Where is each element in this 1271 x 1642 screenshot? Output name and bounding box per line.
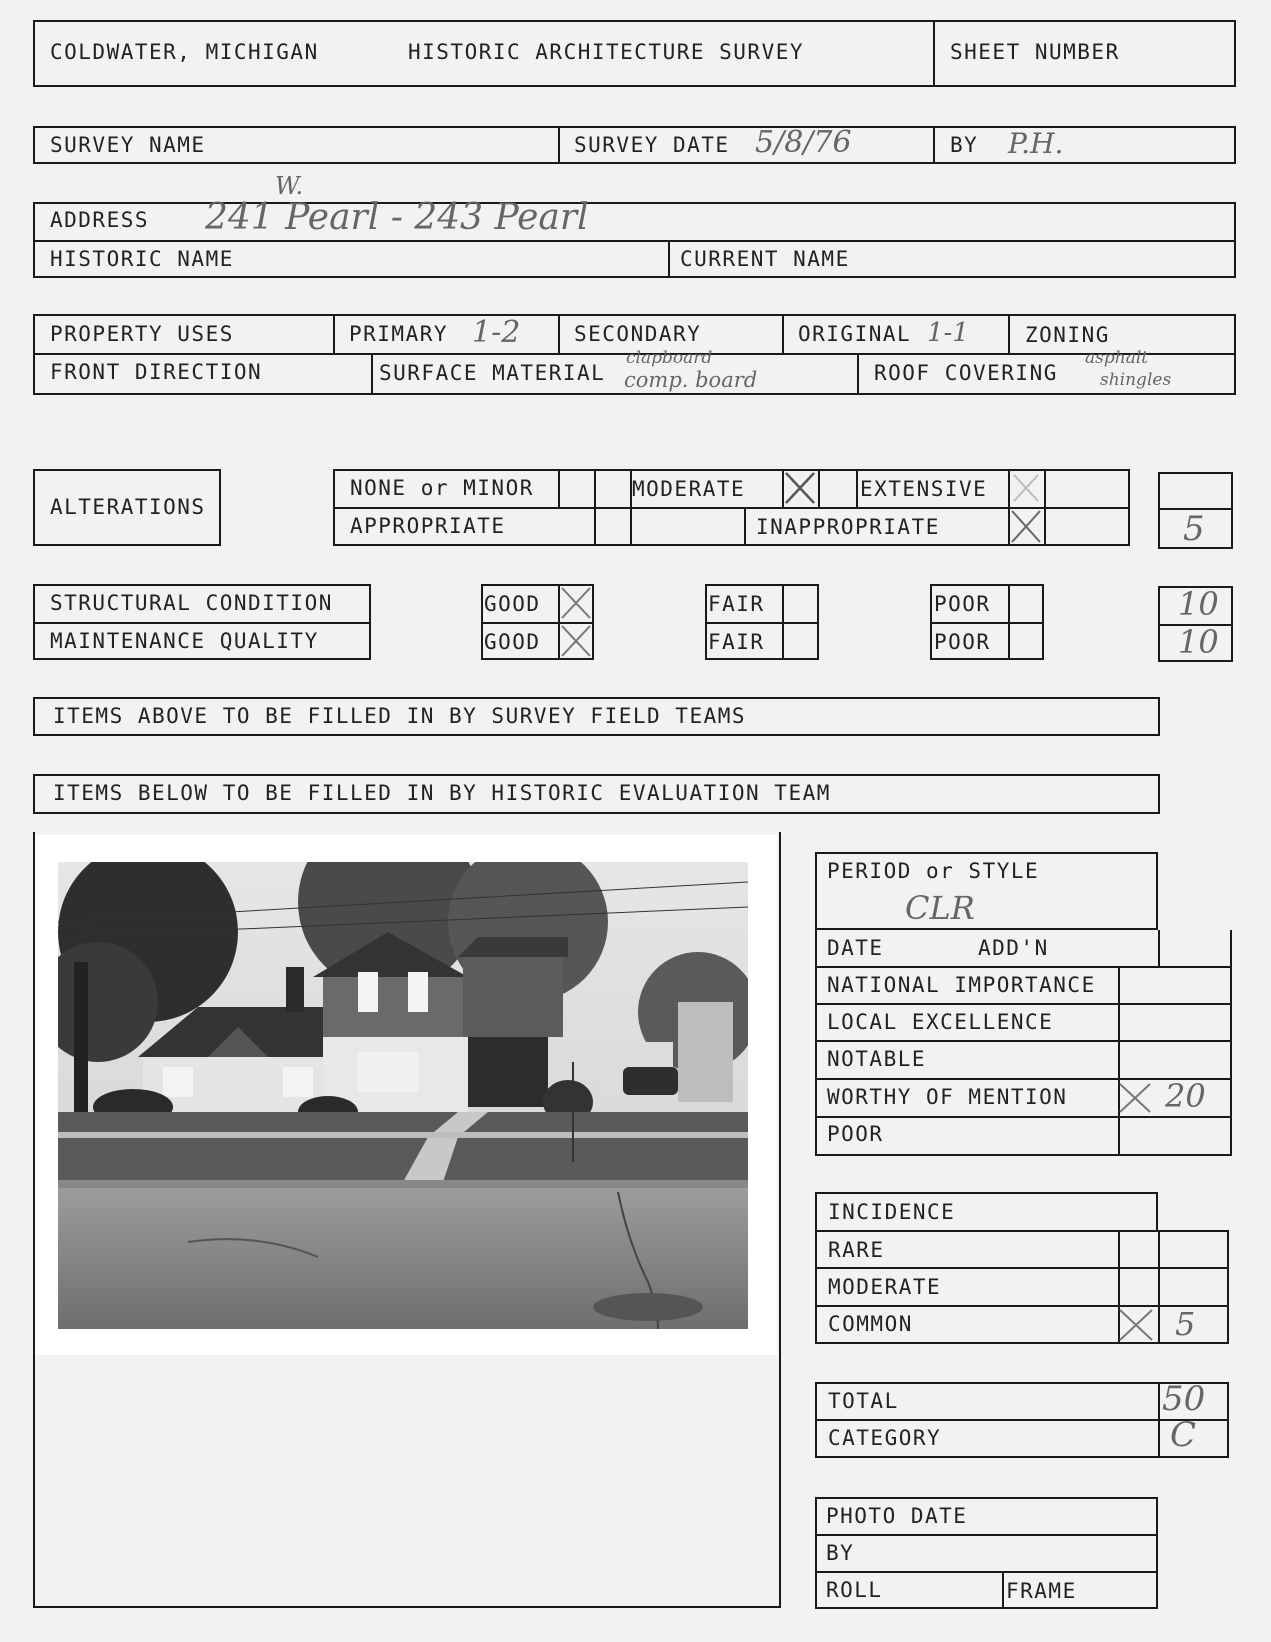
address-value: 241 Pearl - 243 Pearl bbox=[205, 197, 589, 238]
roll-label: ROLL bbox=[826, 1578, 883, 1602]
structural-condition-label: STRUCTURAL CONDITION bbox=[50, 591, 333, 615]
address-divider-h bbox=[33, 240, 1236, 242]
eval-poor-label: POOR bbox=[827, 1122, 884, 1146]
alterations-div-6 bbox=[856, 469, 858, 507]
poor-divider-h bbox=[930, 622, 1044, 624]
fair-divider-v bbox=[782, 584, 784, 660]
poor-divider-v bbox=[1008, 584, 1010, 660]
alterations-score: 5 bbox=[1183, 509, 1205, 549]
primary-label: PRIMARY bbox=[349, 322, 449, 346]
evaluation-left-top bbox=[815, 930, 817, 968]
zoning-label: ZONING bbox=[1025, 323, 1110, 347]
eval-addn-label: ADD'N bbox=[978, 936, 1049, 960]
totals-divider-v bbox=[1158, 1382, 1160, 1458]
structural-score: 10 bbox=[1178, 585, 1219, 623]
survey-divider-1 bbox=[558, 126, 560, 164]
condition-label-divider bbox=[33, 622, 371, 624]
worthy-score: 20 bbox=[1165, 1077, 1206, 1115]
original-label: ORIGINAL bbox=[798, 322, 912, 346]
alterations-div-9 bbox=[744, 507, 746, 546]
extensive-label: EXTENSIVE bbox=[860, 477, 988, 501]
fair-label-structural: FAIR bbox=[708, 592, 765, 616]
property-divider-2 bbox=[558, 314, 560, 353]
house-photo-icon bbox=[58, 862, 748, 1329]
city-label: COLDWATER, MICHIGAN bbox=[50, 40, 319, 64]
moderate-label: MODERATE bbox=[632, 477, 746, 501]
historic-name-label: HISTORIC NAME bbox=[50, 247, 234, 271]
front-direction-label: FRONT DIRECTION bbox=[50, 360, 263, 384]
sheet-number-label: SHEET NUMBER bbox=[950, 40, 1120, 64]
good-label-maintenance: GOOD bbox=[484, 630, 541, 654]
common-score: 5 bbox=[1175, 1305, 1196, 1343]
moderate-checkmark-icon bbox=[782, 469, 818, 507]
alterations-div-2 bbox=[594, 469, 596, 546]
inappropriate-checkmark-icon bbox=[1008, 507, 1044, 546]
header-divider bbox=[933, 20, 935, 87]
category-label: CATEGORY bbox=[828, 1426, 942, 1450]
roof-covering-label: ROOF COVERING bbox=[874, 361, 1058, 385]
incidence-col-2 bbox=[1158, 1230, 1160, 1344]
frame-label: FRAME bbox=[1006, 1579, 1077, 1603]
category-value: C bbox=[1170, 1415, 1197, 1455]
extensive-checkmark-icon bbox=[1008, 469, 1044, 507]
evaluation-col-1 bbox=[1118, 966, 1120, 1156]
address-label: ADDRESS bbox=[50, 208, 150, 232]
period-style-value: CLR bbox=[905, 889, 975, 927]
evaluation-row-1 bbox=[815, 966, 1232, 968]
original-value: 1-1 bbox=[927, 318, 969, 348]
worthy-of-mention-label: WORTHY OF MENTION bbox=[827, 1085, 1068, 1109]
survey-date-label: SURVEY DATE bbox=[574, 133, 730, 157]
survey-by-label: BY bbox=[950, 133, 979, 157]
good-label-structural: GOOD bbox=[484, 592, 541, 616]
roof-value-1: asphalt bbox=[1085, 348, 1149, 368]
secondary-label: SECONDARY bbox=[574, 322, 702, 346]
roof-value-2: shingles bbox=[1100, 370, 1172, 390]
property-divider-4 bbox=[1008, 314, 1010, 353]
maintenance-score: 10 bbox=[1178, 623, 1219, 661]
address-divider-v bbox=[668, 240, 670, 278]
total-label: TOTAL bbox=[828, 1389, 899, 1413]
incidence-row-2 bbox=[815, 1305, 1229, 1307]
incidence-label: INCIDENCE bbox=[828, 1200, 956, 1224]
notable-label: NOTABLE bbox=[827, 1047, 927, 1071]
alterations-label: ALTERATIONS bbox=[50, 495, 206, 519]
surface-material-label: SURFACE MATERIAL bbox=[379, 361, 606, 385]
photo-info-row-2 bbox=[815, 1571, 1158, 1573]
note-above: ITEMS ABOVE TO BE FILLED IN BY SURVEY FIELD TEAMS bbox=[53, 704, 747, 728]
property-divider-5 bbox=[371, 353, 373, 395]
property-divider-1 bbox=[333, 314, 335, 353]
evaluation-row-5 bbox=[815, 1116, 1232, 1118]
good-maintenance-checkmark-icon bbox=[558, 622, 594, 660]
poor-label-structural: POOR bbox=[934, 592, 991, 616]
period-style-label: PERIOD or STYLE bbox=[827, 859, 1040, 883]
poor-label-maintenance: POOR bbox=[934, 630, 991, 654]
alterations-div-8 bbox=[1044, 469, 1046, 546]
evaluation-col-2 bbox=[1158, 930, 1160, 968]
photo-info-col bbox=[1002, 1571, 1004, 1609]
photo-by-label: BY bbox=[826, 1541, 855, 1565]
national-importance-label: NATIONAL IMPORTANCE bbox=[827, 973, 1096, 997]
property-uses-label: PROPERTY USES bbox=[50, 322, 234, 346]
common-label: COMMON bbox=[828, 1312, 913, 1336]
evaluation-row-3 bbox=[815, 1040, 1232, 1042]
surface-value-1: clapboard bbox=[626, 348, 713, 368]
photo-info-row-1 bbox=[815, 1534, 1158, 1536]
note-below: ITEMS BELOW TO BE FILLED IN BY HISTORIC EVALUATION TEAM bbox=[53, 781, 831, 805]
common-checkmark-icon bbox=[1116, 1306, 1158, 1344]
none-minor-label: NONE or MINOR bbox=[350, 476, 534, 500]
good-structural-checkmark-icon bbox=[558, 584, 594, 622]
maintenance-quality-label: MAINTENANCE QUALITY bbox=[50, 629, 319, 653]
fair-divider-h bbox=[705, 622, 819, 624]
evaluation-row-2 bbox=[815, 1003, 1232, 1005]
property-divider-6 bbox=[857, 353, 859, 395]
eval-date-label: DATE bbox=[827, 936, 884, 960]
survey-by-value: P.H. bbox=[1008, 127, 1064, 160]
property-divider-3 bbox=[782, 314, 784, 353]
incidence-row-1 bbox=[815, 1267, 1229, 1269]
alterations-div-1 bbox=[558, 469, 560, 507]
appropriate-label: APPROPRIATE bbox=[350, 514, 506, 538]
incidence-moderate-label: MODERATE bbox=[828, 1275, 942, 1299]
fair-label-maintenance: FAIR bbox=[708, 630, 765, 654]
local-excellence-label: LOCAL EXCELLENCE bbox=[827, 1010, 1054, 1034]
form-title: HISTORIC ARCHITECTURE SURVEY bbox=[408, 40, 805, 64]
total-value: 50 bbox=[1162, 1379, 1206, 1419]
address-prefix: W. bbox=[275, 172, 304, 200]
alterations-div-5 bbox=[818, 469, 820, 507]
primary-value: 1-2 bbox=[472, 315, 521, 350]
house-photo bbox=[35, 835, 777, 1355]
totals-divider-h bbox=[815, 1419, 1229, 1421]
survey-divider-2 bbox=[933, 126, 935, 164]
photo-date-label: PHOTO DATE bbox=[826, 1504, 968, 1528]
inappropriate-label: INAPPROPRIATE bbox=[756, 515, 940, 539]
current-name-label: CURRENT NAME bbox=[680, 247, 850, 271]
survey-name-label: SURVEY NAME bbox=[50, 133, 206, 157]
surface-value-2: comp. board bbox=[624, 368, 758, 392]
worthy-checkmark-icon bbox=[1116, 1080, 1156, 1116]
rare-label: RARE bbox=[828, 1238, 885, 1262]
survey-date-value: 5/8/76 bbox=[755, 125, 852, 160]
